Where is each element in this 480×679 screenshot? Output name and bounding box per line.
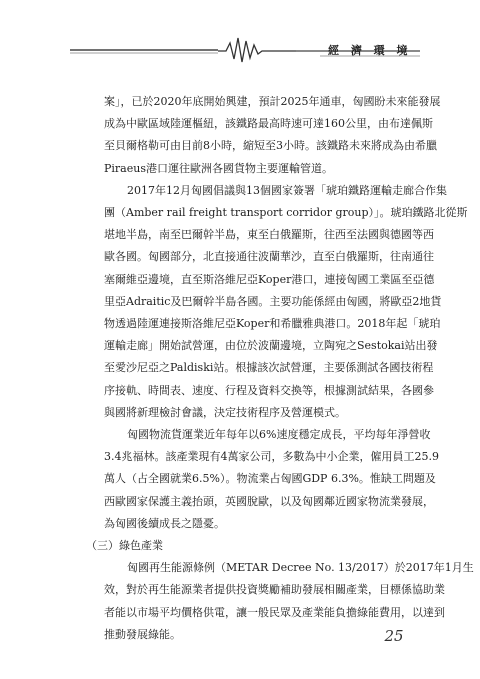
text-line: 堪地半島，南至巴爾幹半島，東至白俄羅斯，往西至法國與德國等西 (104, 228, 434, 242)
text-line: 成為中歐區域陸運樞紐，該鐵路最高時速可達160公里，由布達佩斯 (104, 117, 433, 131)
text-line: 與國將新理檢討會議，決定技術程序及營運模式。 (104, 405, 346, 419)
text-line: 匈國物流貨運業近年每年以6%速度穩定成長，平均每年淨營收 (127, 428, 431, 441)
text-line: 里亞Adraitic及巴爾幹半島各國。主要功能係經由匈國，將歐亞2地貨 (104, 294, 442, 308)
page-number: 25 (384, 627, 404, 645)
text-line: 推動發展綠能。 (104, 627, 181, 641)
text-line: 塞爾維亞邊境，直至斯洛維尼亞Koper港口，連接匈國工業區至亞德 (104, 272, 435, 286)
header-title: 經 濟 環 境 (328, 44, 412, 57)
text-line: 物透過陸運連接斯洛維尼亞Koper和希臘雅典港口。2018年起「琥珀 (104, 317, 441, 330)
section-heading: （三）綠色產業 (86, 539, 163, 552)
text-line: 2017年12月匈國倡議與13個國家簽署「琥珀鐵路運輸走廊合作集 (127, 183, 447, 197)
text-line: 3.4兆福林。該產業現有4萬家公司，多數為中小企業，僱用員工25.9 (104, 450, 439, 464)
text-line: 至愛沙尼亞之Paldiski站。根據該次試營運，主要係測試各國技術程 (104, 361, 434, 375)
text-line: 至貝爾格勒可由目前8小時，縮短至3小時。該鐵路未來將成為由希臘 (104, 139, 437, 153)
text-line: 者能以市場平均價格供電，讓一般民眾及產業能負擔綠能費用，以達到 (104, 605, 445, 619)
text-line: 萬人（占全國就業6.5%）。物流業占匈國GDP 6.3%。惟缺工問題及 (104, 472, 436, 486)
text-line: 為匈國後續成長之隱憂。 (104, 516, 225, 530)
text-line: 效，對於再生能源業者提供投資獎勵補助發展相關產業，目標係協助業 (104, 583, 445, 597)
text-line: 歐各國。匈國部分，北直接通往波蘭華沙，直至白俄羅斯，往南通往 (104, 250, 434, 264)
text-line: 序接軌、時間表、速度、行程及資料交換等，根據測試結果，各國參 (104, 383, 434, 397)
text-line: 案」，已於2020年底開始興建，預計2025年通車，匈國盼未來能發展 (104, 95, 441, 108)
text-line: 匈國再生能源條例（METAR Decree No. 13/2017）於2017年1月生 (127, 561, 474, 575)
text-line: 團（Amber rail freight transport corridor group）」。琥珀鐵路北從斯 (104, 206, 468, 219)
text-line: 西歐國家保護主義抬頭，英國脫歐，以及匈國鄰近國家物流業發展， (104, 494, 434, 508)
text-line: Piraeus港口運往歐洲各國貨物主要運輸管道。 (104, 161, 333, 175)
text-line: 運輸走廊」開始試營運，由位於波蘭邊境，立陶宛之Sestokai站出發 (104, 339, 438, 353)
